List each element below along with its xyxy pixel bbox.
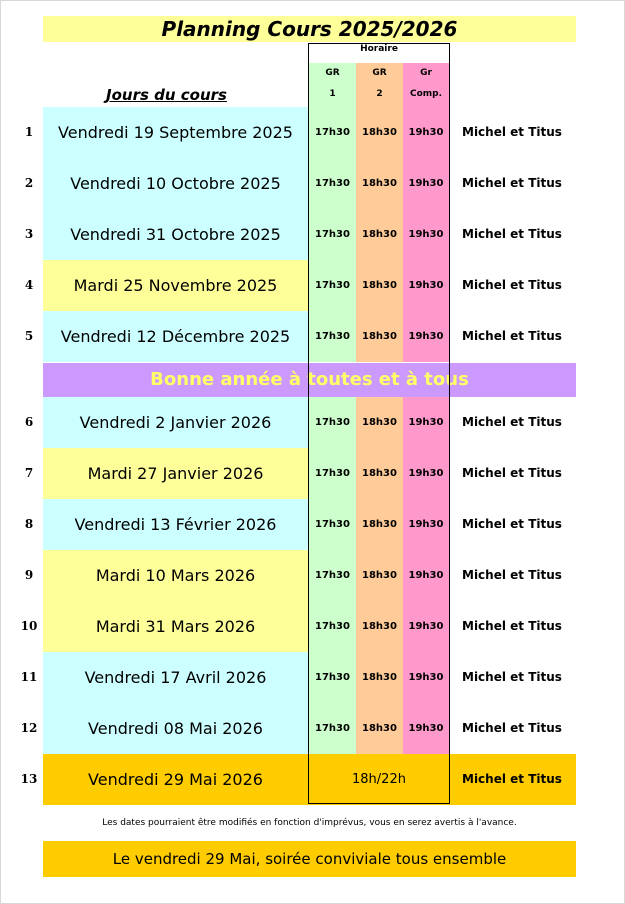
row-number: 13 [20,772,38,786]
special-time: 18h/22h [352,772,406,787]
time-grcomp: 19h30 [403,499,449,550]
time-gr1: 17h30 [309,260,356,311]
row-date: Mardi 10 Mars 2026 [43,550,308,601]
time-grcomp: 19h30 [403,601,449,652]
time-grcomp: 19h30 [403,652,449,703]
time-grcomp: 19h30 [403,158,449,209]
new-year-banner: Bonne année à toutes et à tous [43,363,576,397]
time-gr1: 17h30 [309,311,356,362]
group-header-3-line1: Gr [420,68,432,78]
time-gr1: 17h30 [309,601,356,652]
row-number: 7 [24,466,34,480]
time-gr1: 17h30 [309,397,356,448]
group-header-1-line1: GR [325,68,340,78]
row-number: 12 [20,721,38,735]
group-header-3-line2: Comp. [409,89,443,99]
time-gr1: 17h30 [309,107,356,158]
time-grcomp: 19h30 [403,703,449,754]
time-gr2: 18h30 [356,652,403,703]
row-number: 5 [24,329,34,343]
row-teacher: Michel et Titus [462,227,562,241]
row-date: Mardi 25 Novembre 2025 [43,260,308,311]
footnote: Les dates pourraient être modifiés en fonction d'imprévus, vous en serez avertis à l'avance. [102,818,517,828]
jours-label: Jours du cours [106,86,227,104]
row-number: 4 [24,278,34,292]
row-teacher: Michel et Titus [462,568,562,582]
row-date: Vendredi 2 Janvier 2026 [43,397,308,448]
row-date: Vendredi 13 Février 2026 [43,499,308,550]
time-gr2: 18h30 [356,448,403,499]
time-grcomp: 19h30 [403,209,449,260]
time-grcomp: 19h30 [403,311,449,362]
row-number: 2 [24,176,34,190]
time-gr2: 18h30 [356,158,403,209]
time-gr2: 18h30 [356,703,403,754]
time-grcomp: 19h30 [403,260,449,311]
row-teacher: Michel et Titus [462,772,562,786]
row-number: 8 [24,517,34,531]
time-gr1: 17h30 [309,703,356,754]
row-number: 9 [24,568,34,582]
horaire-label: Horaire [360,44,398,54]
time-gr2: 18h30 [356,311,403,362]
row-teacher: Michel et Titus [462,670,562,684]
row-teacher: Michel et Titus [462,619,562,633]
time-gr2: 18h30 [356,107,403,158]
row-teacher: Michel et Titus [462,329,562,343]
time-grcomp: 19h30 [403,448,449,499]
row-date: Vendredi 10 Octobre 2025 [43,158,308,209]
row-date: Vendredi 29 Mai 2026 [88,770,263,789]
time-gr2: 18h30 [356,499,403,550]
row-date: Mardi 27 Janvier 2026 [43,448,308,499]
time-gr2: 18h30 [356,601,403,652]
time-grcomp: 19h30 [403,397,449,448]
page-title: Planning Cours 2025/2026 [43,16,576,42]
time-gr2: 18h30 [356,397,403,448]
time-grcomp: 19h30 [403,550,449,601]
row-date: Vendredi 08 Mai 2026 [43,703,308,754]
row-teacher: Michel et Titus [462,517,562,531]
group-header-2-line1: GR [372,68,387,78]
time-gr1: 17h30 [309,448,356,499]
time-gr2: 18h30 [356,209,403,260]
time-gr1: 17h30 [309,209,356,260]
row-number: 3 [24,227,34,241]
row-number: 6 [24,415,34,429]
row-number: 10 [20,619,38,633]
row-number: 11 [20,670,38,684]
row-date: Vendredi 12 Décembre 2025 [43,311,308,362]
row-teacher: Michel et Titus [462,466,562,480]
time-gr1: 17h30 [309,652,356,703]
horaire-column-border [308,43,450,804]
group-header-1-line2: 1 [329,89,336,99]
row-teacher: Michel et Titus [462,278,562,292]
time-grcomp: 19h30 [403,107,449,158]
group-header-2-line2: 2 [376,89,383,99]
row-teacher: Michel et Titus [462,125,562,139]
time-gr2: 18h30 [356,260,403,311]
time-gr1: 17h30 [309,158,356,209]
row-teacher: Michel et Titus [462,415,562,429]
time-gr1: 17h30 [309,550,356,601]
row-date: Mardi 31 Mars 2026 [43,601,308,652]
row-date: Vendredi 31 Octobre 2025 [43,209,308,260]
row-number: 1 [24,125,34,139]
row-date: Vendredi 17 Avril 2026 [43,652,308,703]
row-date: Vendredi 19 Septembre 2025 [43,107,308,158]
row-teacher: Michel et Titus [462,721,562,735]
time-gr1: 17h30 [309,499,356,550]
time-gr2: 18h30 [356,550,403,601]
bottom-banner: Le vendredi 29 Mai, soirée conviviale tous ensemble [43,841,576,877]
row-teacher: Michel et Titus [462,176,562,190]
